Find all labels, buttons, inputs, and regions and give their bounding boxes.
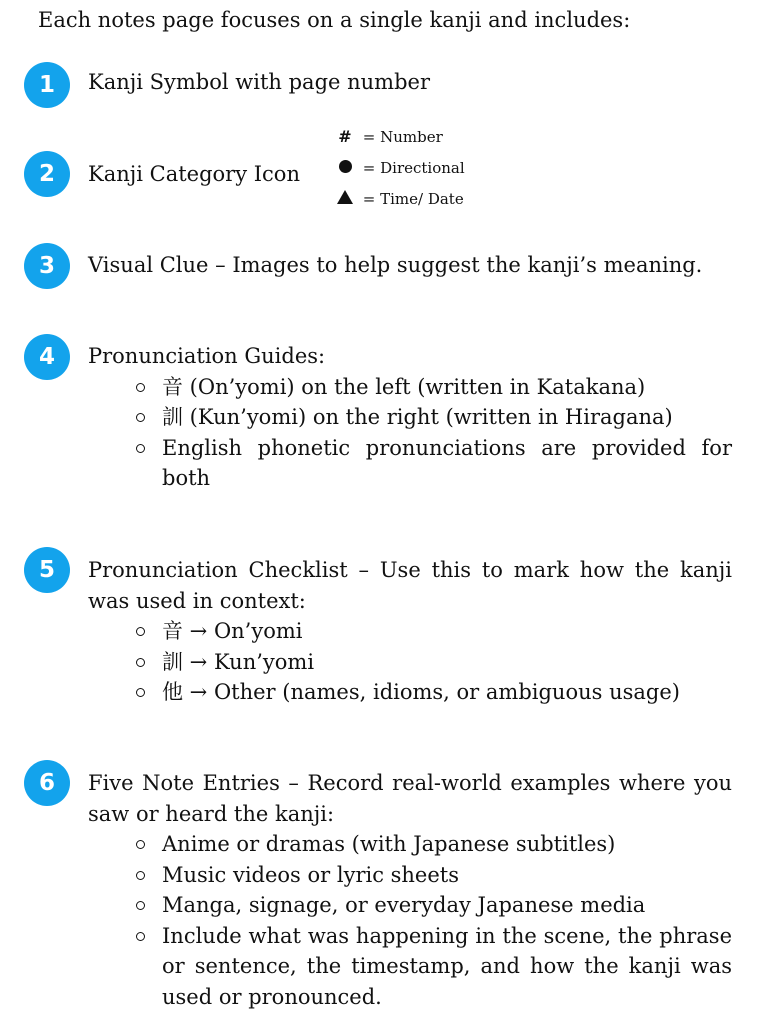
item-3-text: Visual Clue – Images to help suggest the kanji’s meaning.: [88, 253, 703, 277]
circle-icon: [339, 160, 352, 173]
item-5-text: Pronunciation Checklist – Use this to mark how the kanji was used in context:: [88, 558, 732, 613]
list-item: 訓 (Kun’yomi) on the right (written in Hiragana): [136, 402, 732, 433]
legend-label-number: = Number: [362, 128, 443, 146]
item-6-list: [88, 829, 732, 1012]
item-1: [88, 67, 430, 98]
legend-label-time: = Time/ Date: [362, 190, 464, 208]
item-4-text: Pronunciation Guides:: [88, 344, 326, 368]
list-item: English phonetic pronunciations are provided for both: [136, 433, 732, 494]
category-legend: [332, 126, 465, 219]
step-badge-6: 6: [24, 760, 70, 806]
item-2-text: Kanji Category Icon: [88, 162, 300, 186]
item-5-list: [88, 616, 732, 708]
item-4-list: [88, 372, 732, 494]
item-6: [88, 768, 732, 1012]
list-item: Anime or dramas (with Japanese subtitles): [136, 829, 732, 860]
list-item: 音 (On’yomi) on the left (written in Katakana): [136, 372, 732, 403]
list-item: Music videos or lyric sheets: [136, 860, 732, 891]
list-item: 他 → Other (names, idioms, or ambiguous usage): [136, 677, 732, 708]
item-5: [88, 555, 732, 708]
legend-label-directional: = Directional: [362, 159, 465, 177]
step-badge-4: 4: [24, 334, 70, 380]
list-item: 訓 → Kun’yomi: [136, 647, 732, 678]
item-4: [88, 341, 732, 494]
item-3: [88, 250, 702, 281]
step-badge-5: 5: [24, 547, 70, 593]
step-badge-1: 1: [24, 62, 70, 108]
hash-icon: #: [338, 127, 352, 146]
step-badge-2: 2: [24, 151, 70, 197]
triangle-icon: [337, 190, 353, 204]
list-item: Manga, signage, or everyday Japanese media: [136, 890, 732, 921]
item-1-text: Kanji Symbol with page number: [88, 70, 430, 94]
step-badge-3: 3: [24, 243, 70, 289]
list-item: 音 → On’yomi: [136, 616, 732, 647]
item-6-text: Five Note Entries – Record real-world examples where you saw or heard the kanji:: [88, 771, 732, 826]
legend-row-number: [332, 126, 465, 157]
list-item: Include what was happening in the scene, the phrase or sentence, the timestamp, and how the kanji was used or pronounced.: [136, 921, 732, 1013]
intro-text: Each notes page focuses on a single kanji and includes:: [38, 8, 631, 32]
legend-row-directional: [332, 157, 465, 188]
item-2: [88, 159, 300, 190]
legend-row-time: [332, 188, 465, 219]
